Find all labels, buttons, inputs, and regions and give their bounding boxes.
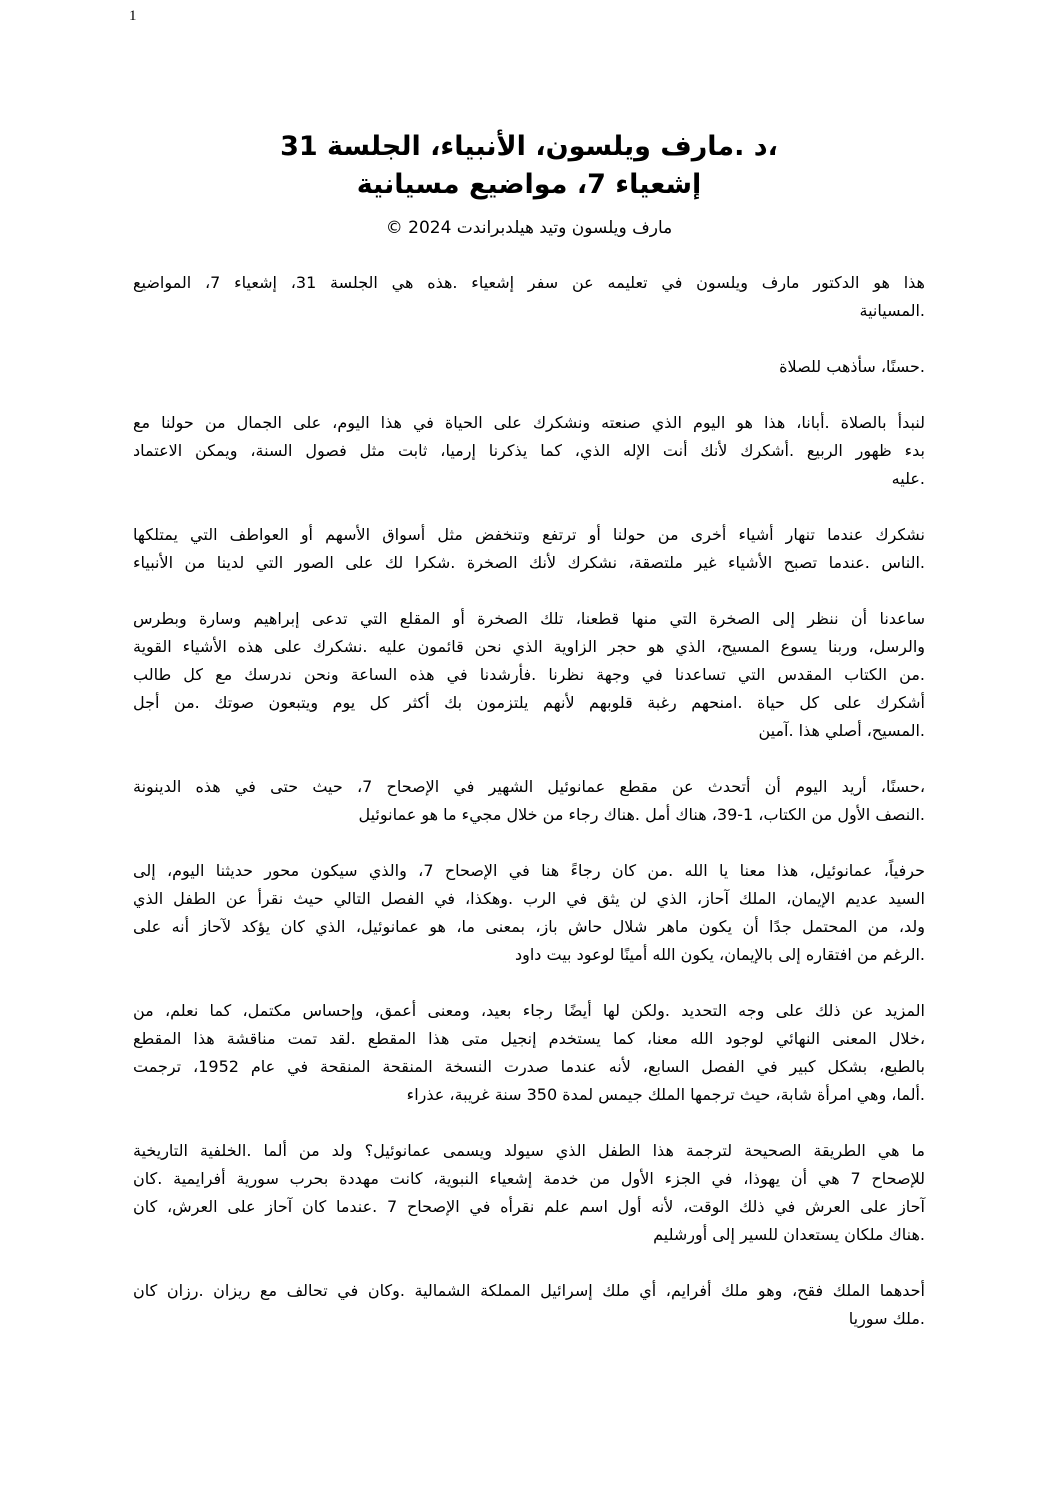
text-line: آحاز على العرش في ذلك الوقت، لأنه أول اسم علم نقرأه في الإصحاح 7 .عندما كان آحاز على العرش، كان — [133, 1197, 926, 1216]
page-number: 1 — [129, 8, 137, 24]
paragraph — [133, 353, 925, 381]
paragraph — [133, 521, 925, 577]
text-line: .حسنًا، سأذهب للصلاة — [779, 357, 925, 376]
text-line: المزيد عن ذلك على وجه التحديد .ولكن لها أيضًا رجاء بعيد، ومعنى أعمق، وإحساس مكتمل، كما نعلم، من — [133, 1001, 925, 1020]
text-line: هذا هو الدكتور مارف ويلسون في تعليمه عن سفر إشعياء .هذه هي الجلسة 31، إشعياء 7، المواضيع — [133, 273, 925, 292]
paragraph — [133, 1137, 925, 1249]
text-line: نشكرك عندما تنهار أشياء أخرى من حولنا أو ترتفع وتنخفض مثل أسواق الأسهم أو العواطف التي يمتلكها — [133, 525, 925, 544]
text-line: ،حسنًا، أريد اليوم أن أتحدث عن مقطع عمانوئيل الشهير في الإصحاح 7، حيث حتى في هذه الدينونة — [133, 777, 925, 796]
title-line-2: إشعياء 7، مواضيع مسيانية — [356, 169, 702, 200]
text-line: ،خلال المعنى النهائي لوجود الله معنا، كما يستخدم إنجيل متى هذا المقطع .لقد تمت مناقشة هذا المقطع — [133, 1029, 925, 1048]
text-line: ولد، من المحتمل جدًا أن يكون ماهر شلال حاش باز، بمعنى ما، هو عمانوئيل، الذي كان يؤكد لآحاز أنه على — [133, 917, 925, 936]
text-line: بالطبع، بشكل كبير في الفصل السابع، لأنه عندما صدرت النسخة المنقحة المنقحة في عام 1952، ترجمت — [133, 1057, 925, 1076]
copyright-line: مارف ويلسون وتيد هيلدبراندت 2024 © — [385, 218, 673, 238]
text-line: أشكرك على كل حياة .امنحهم رغبة قلوبهم لأنهم يلتزمون بك أكثر كل يوم ويتبعون صوتك .من أجل — [133, 693, 925, 712]
paragraph — [133, 773, 925, 829]
text-line: .الرغم من افتقاره إلى بالإيمان، يكون الله أمينًا لوعود بيت داود — [515, 945, 925, 964]
text-line: حرفياً، عمانوئيل، هذا معنا يا الله .من كان رجاءً هنا في الإصحاح 7، والذي سيكون محور حديثنا اليوم، إلى — [133, 861, 925, 880]
paragraph — [133, 1277, 925, 1333]
paragraph — [133, 409, 925, 493]
paragraph — [133, 857, 925, 969]
paragraph — [133, 269, 925, 325]
document-title — [0, 128, 1058, 204]
text-line: ما هي الطريقة الصحيحة لترجمة هذا الطفل الذي سيولد ويسمى عمانوئيل؟ ولد من ألما .الخلفية التاريخية — [133, 1141, 925, 1160]
text-line: .من الكتاب المقدس التي تساعدنا في وجهة نظرنا .فأرشدنا في هذه الساعة ونحن ندرسك مع كل طالب — [133, 665, 925, 684]
text-line: .عليه — [891, 469, 925, 488]
text-line: للإصحاح 7 هي أن يهوذا، في الجزء الأول من خدمة إشعياء النبوية، كانت مهددة بحرب سورية أفرايمية .كان — [133, 1169, 926, 1188]
text-line: .الناس .عندما تصبح الأشياء غير ملتصقة، نشكرك لأنك الصخرة .شكرا لك على الصور التي لدينا من الأنبياء — [133, 553, 925, 572]
text-line: ساعدنا أن ننظر إلى الصخرة التي منها قطعنا، تلك الصخرة أو المقلع التي تدعى إبراهيم وسارة وبطرس — [133, 609, 925, 628]
text-line: والرسل، وربنا يسوع المسيح، الذي هو حجر الزاوية الذي نحن قائمون عليه .نشكرك على هذه الأشياء القوية — [133, 637, 925, 656]
title-line-1: ،د .مارف ويلسون، الأنبياء، الجلسة 31 — [280, 131, 778, 162]
paragraph — [133, 605, 925, 745]
text-line: السيد عديم الإيمان، الملك آحاز، الذي لن يثق في الرب .وهكذا، في الفصل التالي حيث نقرأ عن الطفل الذي — [133, 889, 925, 908]
text-line: .ملك سوريا — [848, 1309, 925, 1328]
text-line: .المسيانية — [859, 301, 925, 320]
paragraph — [133, 997, 925, 1109]
document-body — [133, 269, 925, 1361]
text-line: .هناك ملكان يستعدان للسير إلى أورشليم — [653, 1225, 925, 1244]
text-line: .المسيح، أصلي هذا .آمين — [758, 721, 925, 740]
text-line: بدء ظهور الربيع .أشكرك لأنك أنت الإله الذي، كما يذكرنا إرميا، ثابت مثل فصول السنة، ويمكن الاعتماد — [133, 441, 925, 460]
text-line: أحدهما الملك فقح، وهو ملك أفرايم، أي ملك إسرائيل المملكة الشمالية .وكان في تحالف مع ريزان .رزان كان — [133, 1281, 925, 1300]
text-line: .النصف الأول من الكتاب، 1-39، هناك أمل .هناك رجاء من خلال مجيء ما هو عمانوئيل — [358, 805, 925, 824]
text-line: لنبدأ بالصلاة .أبانا، هذا هو اليوم الذي صنعته ونشكرك على الحياة في هذا اليوم، على الجمال من حولنا مع — [133, 413, 925, 432]
text-line: .ألما، وهي امرأة شابة، حيث ترجمها الملك جيمس لمدة 350 سنة غريبة، عذراء — [406, 1085, 925, 1104]
